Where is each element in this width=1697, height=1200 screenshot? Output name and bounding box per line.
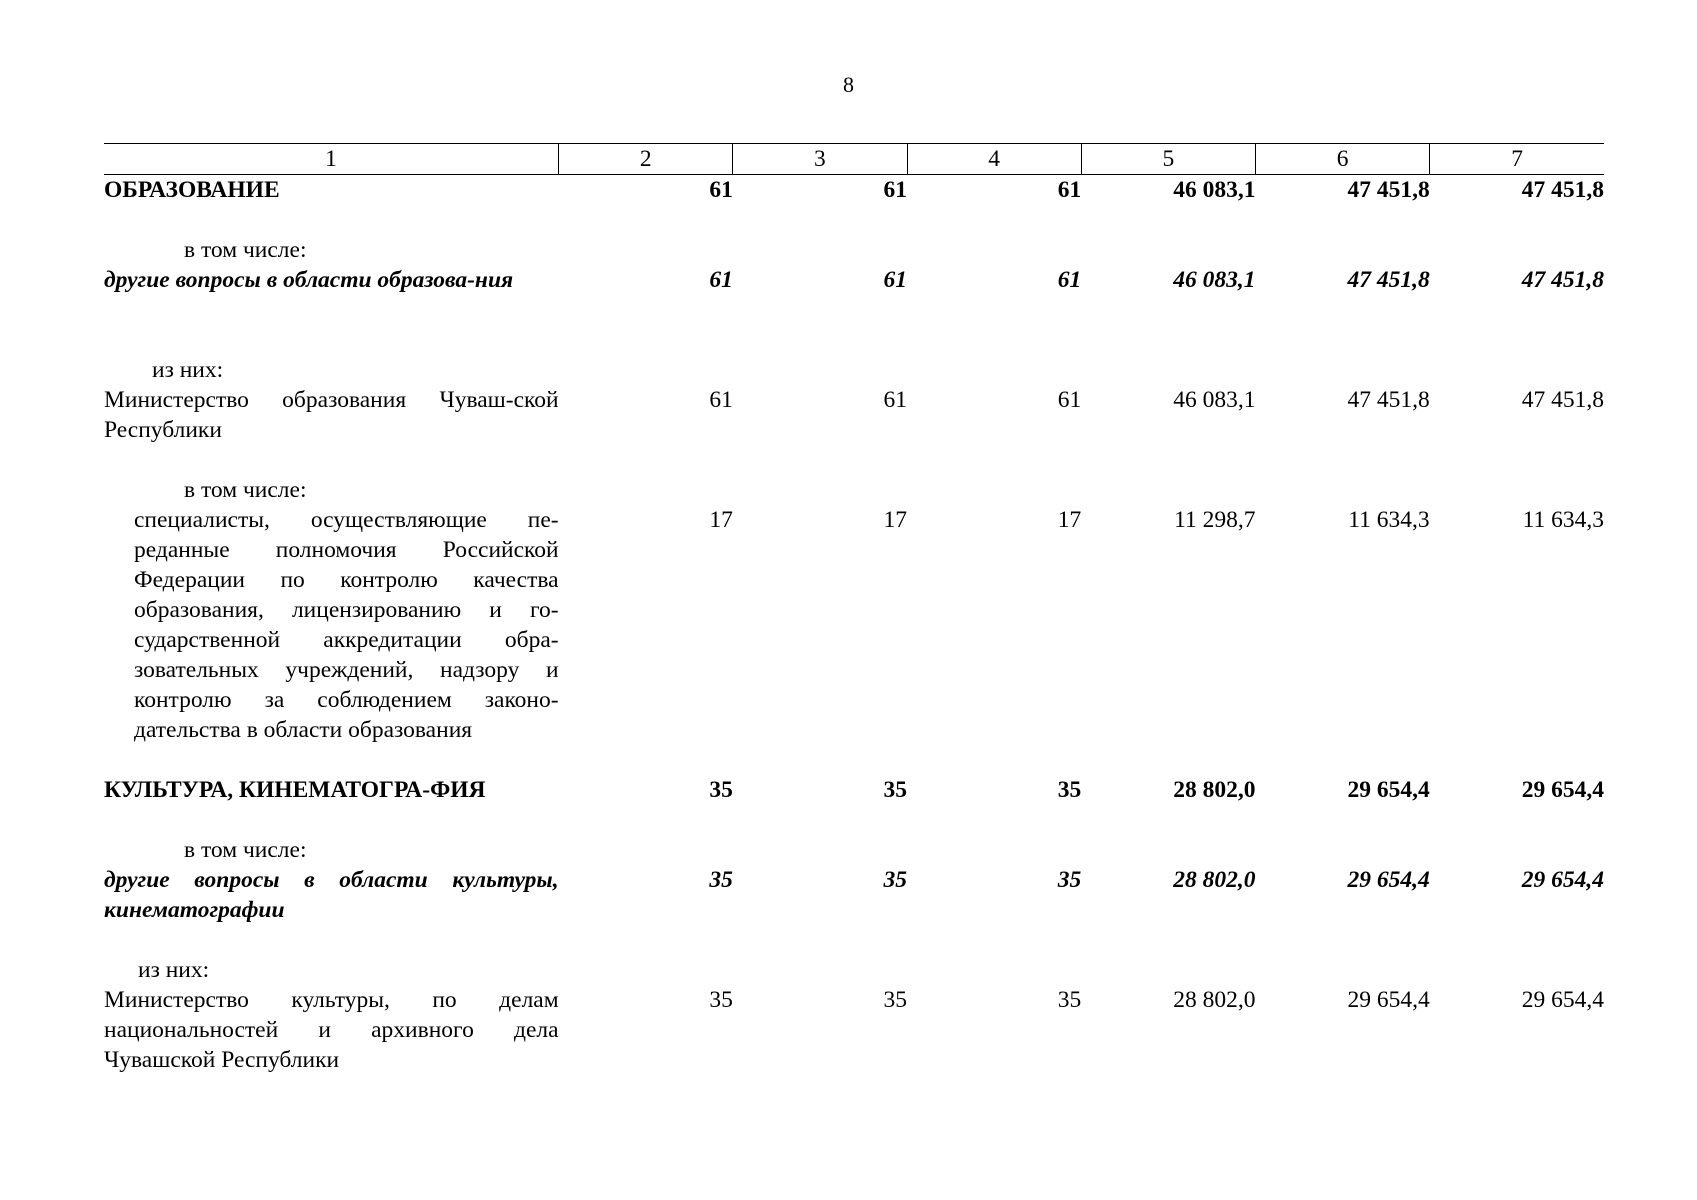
cell-col5: 28 802,0	[1173, 867, 1256, 893]
column-header-6: 6	[1255, 144, 1429, 175]
cell-col6: 29 654,4	[1347, 987, 1430, 1013]
cell-col4: 35	[1057, 987, 1082, 1013]
table-row-education	[104, 175, 1604, 206]
row-prefix: из них:	[138, 957, 210, 983]
cell-col6: 29 654,4	[1347, 867, 1430, 893]
cell-col2: 17	[709, 507, 733, 533]
cell-col6: 29 654,4	[1347, 777, 1430, 803]
cell-col4: 61	[1057, 387, 1082, 413]
cell-col4: 61	[1057, 177, 1082, 203]
column-header-1: 1	[104, 144, 559, 175]
row-label: другие вопросы в области образова-ния	[104, 267, 514, 293]
table-row-prefix	[104, 475, 1604, 505]
cell-col5: 46 083,1	[1173, 177, 1256, 203]
cell-col3: 35	[883, 777, 908, 803]
cell-col4: 61	[1057, 267, 1082, 293]
cell-col3: 35	[883, 987, 908, 1013]
cell-col7: 47 451,8	[1521, 177, 1604, 203]
column-header-7: 7	[1430, 144, 1604, 175]
cell-col7: 47 451,8	[1521, 387, 1604, 413]
cell-col7: 11 634,3	[1522, 507, 1604, 533]
row-label: ОБРАЗОВАНИЕ	[104, 177, 280, 203]
row-label: КУЛЬТУРА, КИНЕМАТОГРА-ФИЯ	[104, 777, 486, 803]
row-label: специалисты, осуществляющие пе-реданные полномочия Российской Федерации по контролю качества образования, лицензированию и го-сударственной аккредитации обра-зовательных учреждений, надзору и контролю за соблюдением законо-дательства в области образования	[134, 507, 559, 743]
cell-col3: 61	[883, 267, 908, 293]
cell-col3: 17	[883, 507, 908, 533]
cell-col2: 35	[709, 777, 733, 803]
cell-col3: 61	[883, 387, 908, 413]
table-row-specialists	[104, 505, 1604, 745]
cell-col5: 46 083,1	[1173, 267, 1256, 293]
column-header-4: 4	[907, 144, 1081, 175]
table-row-culture	[104, 775, 1604, 805]
cell-col5: 11 298,7	[1174, 507, 1256, 533]
column-header-3: 3	[733, 144, 907, 175]
cell-col7: 29 654,4	[1521, 987, 1604, 1013]
page-number: 8	[843, 72, 854, 97]
row-prefix: в том числе:	[184, 837, 307, 863]
column-header-5: 5	[1081, 144, 1255, 175]
cell-col2: 35	[709, 987, 733, 1013]
table-row-ministry-education	[104, 385, 1604, 445]
table-row-prefix	[104, 955, 1604, 985]
cell-col3: 61	[883, 177, 908, 203]
table-row-ministry-culture	[104, 985, 1604, 1075]
budget-table	[104, 143, 1604, 1075]
cell-col5: 28 802,0	[1173, 987, 1256, 1013]
cell-col7: 29 654,4	[1521, 777, 1604, 803]
cell-col7: 47 451,8	[1521, 267, 1604, 293]
cell-col4: 35	[1057, 777, 1082, 803]
table-row-prefix	[104, 835, 1604, 865]
table-row-education-other	[104, 265, 1604, 295]
table-row-prefix	[104, 235, 1604, 265]
table-row-culture-other	[104, 865, 1604, 925]
cell-col2: 61	[709, 177, 733, 203]
cell-col6: 47 451,8	[1347, 177, 1430, 203]
cell-col5: 28 802,0	[1173, 777, 1256, 803]
cell-col3: 35	[883, 867, 908, 893]
cell-col2: 61	[709, 267, 733, 293]
cell-col4: 35	[1057, 867, 1082, 893]
cell-col2: 35	[709, 867, 733, 893]
cell-col2: 61	[709, 387, 733, 413]
row-label: Министерство культуры, по делам национальностей и архивного дела Чувашской Республики	[104, 987, 559, 1073]
row-label: другие вопросы в области культуры, кинематографии	[104, 867, 559, 923]
cell-col6: 11 634,3	[1348, 507, 1430, 533]
column-number-row	[104, 144, 1604, 175]
cell-col6: 47 451,8	[1347, 387, 1430, 413]
row-prefix: в том числе:	[184, 237, 307, 263]
table-row-prefix	[104, 355, 1604, 385]
row-prefix: в том числе:	[184, 477, 307, 503]
cell-col5: 46 083,1	[1173, 387, 1256, 413]
row-label: Министерство образования Чуваш-ской Республики	[104, 387, 559, 443]
row-prefix: из них:	[152, 357, 224, 383]
cell-col6: 47 451,8	[1347, 267, 1430, 293]
cell-col4: 17	[1057, 507, 1082, 533]
cell-col7: 29 654,4	[1521, 867, 1604, 893]
column-header-2: 2	[559, 144, 733, 175]
